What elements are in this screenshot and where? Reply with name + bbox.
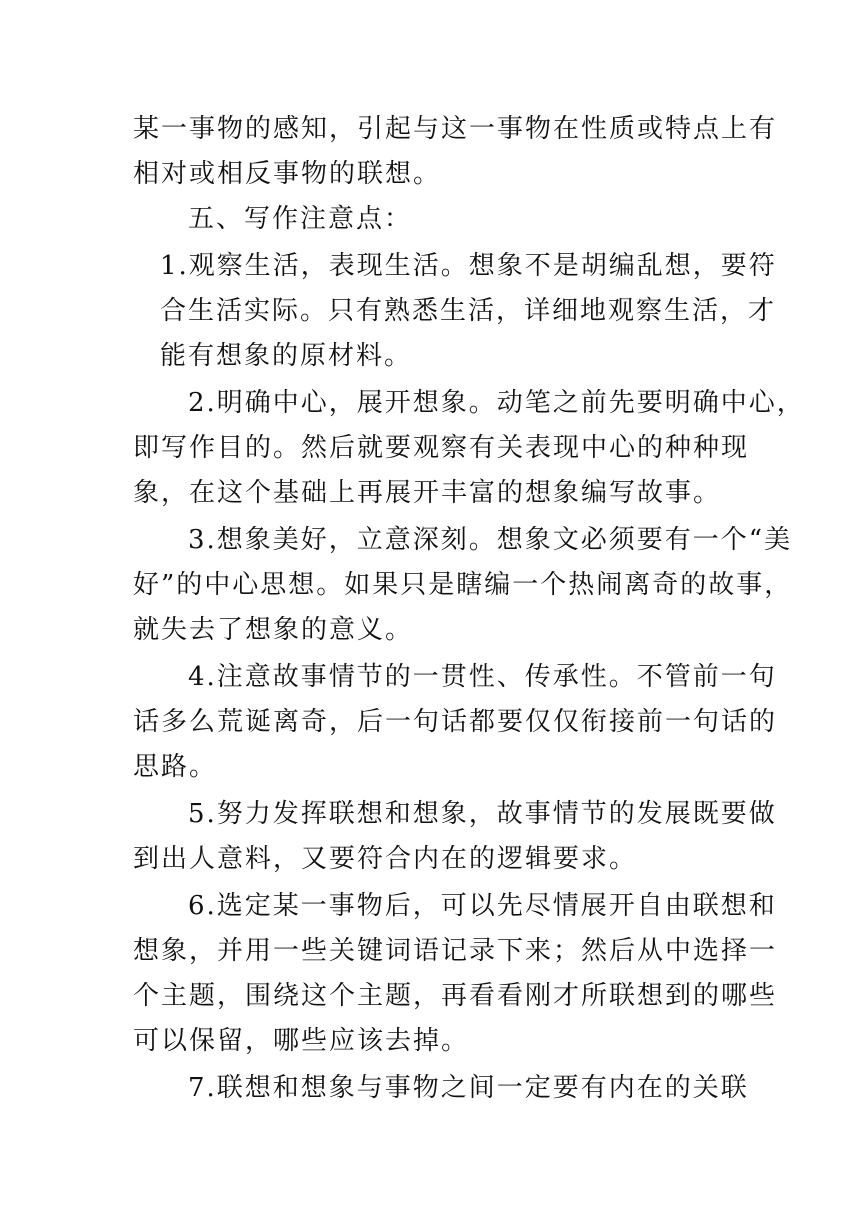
text-line: 能有想象的原材料。 — [160, 341, 413, 371]
text-line: 即写作目的。然后就要观察有关表现中心的种种现 — [133, 433, 750, 463]
text-line: 到出人意料，又要符合内在的逻辑要求。 — [133, 844, 638, 874]
text-line: 话多么荒诞离奇，后一句话都要仅仅衔接前一句话的 — [133, 707, 778, 737]
text-line: 想象，并用一些关键词语记录下来；然后从中选择一 — [133, 936, 778, 966]
text-line: 个主题，围绕这个主题，再看看刚才所联想到的哪些 — [133, 981, 778, 1011]
text-line: 7.联想和想象与事物之间一定要有内在的关联 — [188, 1073, 749, 1103]
text-line: 2.明确中心，展开想象。动笔之前先要明确中心， — [188, 388, 805, 418]
text-line: 象，在这个基础上再展开丰富的想象编写故事。 — [133, 478, 722, 508]
text-line: 5.努力发挥联想和想象，故事情节的发展既要做 — [188, 799, 777, 829]
text-line: 就失去了想象的意义。 — [133, 615, 414, 645]
text-line: 3.想象美好，立意深刻。想象文必须要有一个“美 — [188, 525, 793, 555]
section-heading: 五、写作注意点： — [188, 204, 413, 234]
text-line: 相对或相反事物的联想。 — [133, 159, 442, 189]
text-line: 某一事物的感知，引起与这一事物在性质或特点上有 — [133, 114, 778, 144]
text-line: 好”的中心思想。如果只是瞎编一个热闹离奇的故事， — [133, 570, 793, 600]
text-line: 合生活实际。只有熟悉生活，详细地观察生活，才 — [160, 296, 777, 326]
text-line: 可以保留，哪些应该去掉。 — [133, 1026, 470, 1056]
text-line: 6.选定某一事物后，可以先尽情展开自由联想和 — [188, 891, 777, 921]
text-line: 1.观察生活，表现生活。想象不是胡编乱想，要符 — [160, 251, 777, 281]
text-line: 4.注意故事情节的一贯性、传承性。不管前一句 — [188, 662, 777, 692]
text-line: 思路。 — [133, 752, 218, 782]
